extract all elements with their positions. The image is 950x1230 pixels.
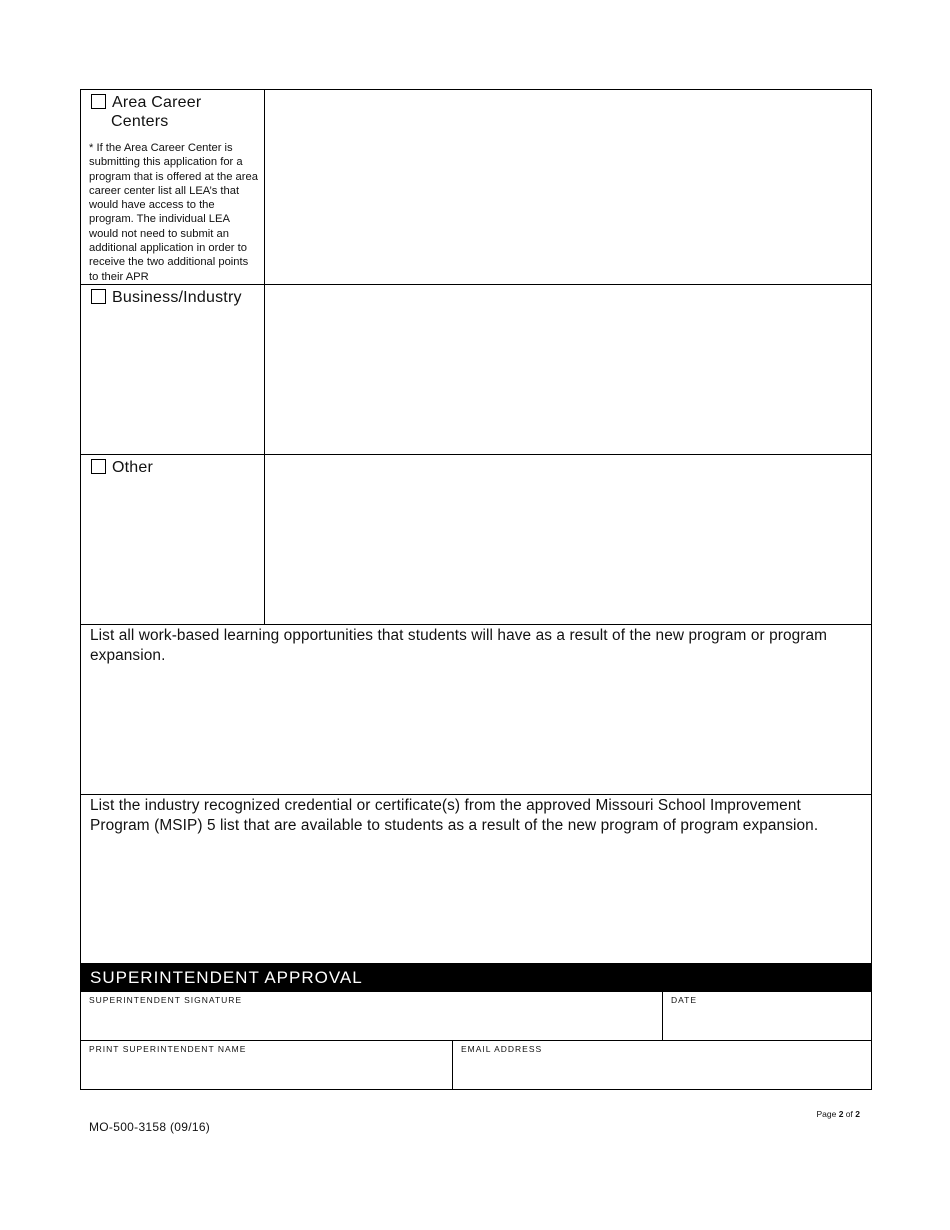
business-industry-label-cell: [81, 285, 265, 454]
date-label: DATE: [671, 995, 698, 1005]
work-based-learning-prompt: List all work-based learning opportunities that students will have as a result of the new program or program expansion.: [90, 627, 828, 664]
area-career-centers-label-line2: Centers: [111, 113, 169, 130]
area-career-centers-checkbox[interactable]: [91, 94, 106, 109]
area-career-centers-response-field[interactable]: [265, 90, 871, 284]
email-address-field[interactable]: [453, 1041, 871, 1089]
page-total: 2: [855, 1109, 860, 1119]
other-label-cell: [81, 455, 265, 624]
area-career-centers-option: [91, 93, 261, 131]
superintendent-approval-header: SUPERINTENDENT APPROVAL: [81, 963, 871, 992]
application-form: [80, 89, 872, 1090]
date-field[interactable]: [663, 992, 871, 1040]
credentials-prompt: List the industry recognized credential or certificate(s) from the approved Missouri School Improvement Program (MSIP) 5 list that are available to students as a result of the new program of program expansion.: [90, 797, 819, 834]
business-industry-option: [91, 288, 261, 307]
work-based-learning-row[interactable]: [81, 625, 871, 795]
name-email-row: [81, 1041, 871, 1089]
area-career-centers-note: * If the Area Career Center is submitting this application for a program that is offered at the area career center list all LEA’s that would have access to the program. The individual LEA would not need to submit an additional application in order to receive the two additional points to their APR: [89, 142, 258, 283]
business-industry-checkbox[interactable]: [91, 289, 106, 304]
print-superintendent-name-field[interactable]: [81, 1041, 453, 1089]
page-prefix: Page: [816, 1109, 837, 1119]
area-career-centers-row: [81, 90, 871, 285]
other-option: [91, 458, 261, 477]
print-superintendent-name-label: PRINT SUPERINTENDENT NAME: [89, 1044, 247, 1054]
signature-row: [81, 992, 871, 1041]
area-career-centers-label: Area Career: [112, 94, 202, 111]
superintendent-signature-label: SUPERINTENDENT SIGNATURE: [89, 995, 243, 1005]
other-checkbox[interactable]: [91, 459, 106, 474]
area-career-centers-label-cell: [81, 90, 265, 284]
business-industry-label: Business/Industry: [112, 289, 242, 306]
form-code: MO-500-3158 (09/16): [89, 1120, 211, 1134]
other-label: Other: [112, 459, 154, 476]
business-industry-response-field[interactable]: [265, 285, 871, 454]
credentials-row[interactable]: [81, 795, 871, 963]
page-current: 2: [838, 1109, 844, 1119]
business-industry-row: [81, 285, 871, 455]
email-address-label: EMAIL ADDRESS: [461, 1044, 543, 1054]
page-number: [816, 1109, 860, 1119]
other-row: [81, 455, 871, 625]
superintendent-signature-field[interactable]: [81, 992, 663, 1040]
other-response-field[interactable]: [265, 455, 871, 624]
page-of: of: [845, 1109, 853, 1119]
